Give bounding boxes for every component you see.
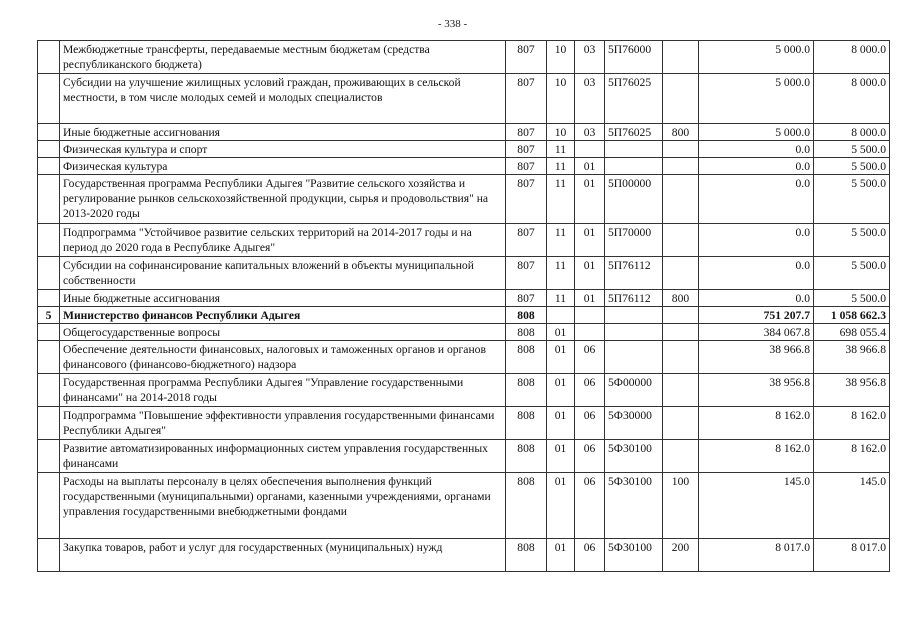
ministry-code: 808 bbox=[506, 341, 547, 374]
row-number bbox=[38, 257, 60, 290]
expense-type-code bbox=[663, 440, 699, 473]
subsection-code: 01 bbox=[575, 257, 605, 290]
item-name: Подпрограмма "Повышение эффективности управления государственными финансами Республики Адыгея" bbox=[60, 407, 506, 440]
expense-type-code: 100 bbox=[663, 473, 699, 539]
section-code: 11 bbox=[547, 224, 575, 257]
section-code: 10 bbox=[547, 41, 575, 74]
subsection-code: 06 bbox=[575, 341, 605, 374]
amount-year-2: 1 058 662.3 bbox=[814, 307, 890, 324]
subsection-code: 01 bbox=[575, 158, 605, 175]
section-code: 01 bbox=[547, 374, 575, 407]
item-name: Общегосударственные вопросы bbox=[60, 324, 506, 341]
row-number bbox=[38, 224, 60, 257]
row-number bbox=[38, 290, 60, 307]
row-number bbox=[38, 407, 60, 440]
subsection-code: 06 bbox=[575, 539, 605, 572]
expense-type-code: 800 bbox=[663, 290, 699, 307]
section-code: 01 bbox=[547, 473, 575, 539]
item-name: Расходы на выплаты персоналу в целях обеспечения выполнения функций государственными (муниципальными) органами, казенными учреждениями, органами управления государственными внебюджетными фондами bbox=[60, 473, 506, 539]
item-name: Иные бюджетные ассигнования bbox=[60, 124, 506, 141]
amount-year-2: 8 162.0 bbox=[814, 440, 890, 473]
amount-year-2: 8 000.0 bbox=[814, 41, 890, 74]
amount-year-2: 5 500.0 bbox=[814, 175, 890, 224]
subsection-code: 03 bbox=[575, 41, 605, 74]
amount-year-1: 5 000.0 bbox=[699, 41, 814, 74]
ministry-code: 808 bbox=[506, 374, 547, 407]
expense-type-code bbox=[663, 257, 699, 290]
section-code: 01 bbox=[547, 341, 575, 374]
target-article-code: 5Ф30100 bbox=[605, 473, 663, 539]
item-name: Развитие автоматизированных информационных систем управления государственных финансами bbox=[60, 440, 506, 473]
row-number bbox=[38, 124, 60, 141]
row-number bbox=[38, 141, 60, 158]
ministry-code: 808 bbox=[506, 473, 547, 539]
ministry-code: 808 bbox=[506, 324, 547, 341]
section-code: 11 bbox=[547, 158, 575, 175]
table-row bbox=[38, 341, 890, 374]
section-code: 01 bbox=[547, 440, 575, 473]
expense-type-code bbox=[663, 74, 699, 124]
amount-year-1: 145.0 bbox=[699, 473, 814, 539]
target-article-code: 5Ф30100 bbox=[605, 539, 663, 572]
row-number bbox=[38, 41, 60, 74]
section-code: 11 bbox=[547, 175, 575, 224]
table-row bbox=[38, 407, 890, 440]
row-number bbox=[38, 324, 60, 341]
row-number: 5 bbox=[38, 307, 60, 324]
table-row bbox=[38, 307, 890, 324]
table-row bbox=[38, 440, 890, 473]
subsection-code: 06 bbox=[575, 407, 605, 440]
section-code: 11 bbox=[547, 257, 575, 290]
expense-type-code bbox=[663, 307, 699, 324]
item-name: Субсидии на софинансирование капитальных вложений в объекты муниципальной собственности bbox=[60, 257, 506, 290]
expense-type-code: 800 bbox=[663, 124, 699, 141]
target-article-code bbox=[605, 324, 663, 341]
expense-type-code bbox=[663, 158, 699, 175]
ministry-code: 808 bbox=[506, 539, 547, 572]
item-name: Подпрограмма "Устойчивое развитие сельских территорий на 2014-2017 годы и на период до 2020 года в Республике Адыгея" bbox=[60, 224, 506, 257]
section-code: 11 bbox=[547, 290, 575, 307]
subsection-code bbox=[575, 324, 605, 341]
amount-year-1: 384 067.8 bbox=[699, 324, 814, 341]
expense-type-code: 200 bbox=[663, 539, 699, 572]
table-row bbox=[38, 224, 890, 257]
subsection-code: 06 bbox=[575, 473, 605, 539]
item-name: Министерство финансов Республики Адыгея bbox=[60, 307, 506, 324]
amount-year-1: 8 162.0 bbox=[699, 440, 814, 473]
table-row bbox=[38, 41, 890, 74]
row-number bbox=[38, 158, 60, 175]
target-article-code: 5П76025 bbox=[605, 124, 663, 141]
expense-type-code bbox=[663, 374, 699, 407]
amount-year-2: 38 956.8 bbox=[814, 374, 890, 407]
target-article-code bbox=[605, 341, 663, 374]
item-name: Государственная программа Республики Адыгея "Управление государственными финансами" на 2014-2018 годы bbox=[60, 374, 506, 407]
amount-year-1: 751 207.7 bbox=[699, 307, 814, 324]
table-row bbox=[38, 473, 890, 539]
table-row bbox=[38, 175, 890, 224]
amount-year-1: 8 017.0 bbox=[699, 539, 814, 572]
amount-year-2: 5 500.0 bbox=[814, 257, 890, 290]
amount-year-1: 38 966.8 bbox=[699, 341, 814, 374]
amount-year-2: 145.0 bbox=[814, 473, 890, 539]
target-article-code: 5П76112 bbox=[605, 290, 663, 307]
subsection-code bbox=[575, 307, 605, 324]
expense-type-code bbox=[663, 141, 699, 158]
table-row bbox=[38, 374, 890, 407]
item-name: Государственная программа Республики Адыгея "Развитие сельского хозяйства и регулирование рынков сельскохозяйственной продукции, сырья и продовольствия" на 2013-2020 годы bbox=[60, 175, 506, 224]
amount-year-2: 8 162.0 bbox=[814, 407, 890, 440]
amount-year-1: 5 000.0 bbox=[699, 124, 814, 141]
section-code: 10 bbox=[547, 124, 575, 141]
amount-year-1: 0.0 bbox=[699, 158, 814, 175]
ministry-code: 808 bbox=[506, 440, 547, 473]
target-article-code bbox=[605, 158, 663, 175]
expense-type-code bbox=[663, 175, 699, 224]
amount-year-1: 0.0 bbox=[699, 175, 814, 224]
section-code: 01 bbox=[547, 539, 575, 572]
amount-year-2: 698 055.4 bbox=[814, 324, 890, 341]
ministry-code: 807 bbox=[506, 257, 547, 290]
item-name: Межбюджетные трансферты, передаваемые местным бюджетам (средства республиканского бюджета) bbox=[60, 41, 506, 74]
expense-type-code bbox=[663, 324, 699, 341]
table-row bbox=[38, 324, 890, 341]
table-row bbox=[38, 290, 890, 307]
ministry-code: 807 bbox=[506, 74, 547, 124]
expense-type-code bbox=[663, 41, 699, 74]
ministry-code: 808 bbox=[506, 307, 547, 324]
amount-year-1: 0.0 bbox=[699, 257, 814, 290]
ministry-code: 807 bbox=[506, 224, 547, 257]
table-row bbox=[38, 74, 890, 124]
expense-type-code bbox=[663, 341, 699, 374]
ministry-code: 807 bbox=[506, 158, 547, 175]
amount-year-2: 5 500.0 bbox=[814, 224, 890, 257]
target-article-code: 5П76112 bbox=[605, 257, 663, 290]
table-row bbox=[38, 539, 890, 572]
expense-type-code bbox=[663, 224, 699, 257]
row-number bbox=[38, 374, 60, 407]
table-row bbox=[38, 141, 890, 158]
row-number bbox=[38, 473, 60, 539]
ministry-code: 807 bbox=[506, 124, 547, 141]
row-number bbox=[38, 539, 60, 572]
item-name: Обеспечение деятельности финансовых, налоговых и таможенных органов и органов финансового (финансово-бюджетного) надзора bbox=[60, 341, 506, 374]
row-number bbox=[38, 175, 60, 224]
table-row bbox=[38, 158, 890, 175]
amount-year-2: 38 966.8 bbox=[814, 341, 890, 374]
subsection-code: 03 bbox=[575, 74, 605, 124]
amount-year-2: 8 000.0 bbox=[814, 74, 890, 124]
subsection-code: 01 bbox=[575, 175, 605, 224]
budget-table bbox=[37, 40, 890, 572]
amount-year-1: 0.0 bbox=[699, 224, 814, 257]
amount-year-2: 5 500.0 bbox=[814, 141, 890, 158]
section-code: 11 bbox=[547, 141, 575, 158]
amount-year-1: 5 000.0 bbox=[699, 74, 814, 124]
amount-year-1: 0.0 bbox=[699, 141, 814, 158]
target-article-code: 5П76000 bbox=[605, 41, 663, 74]
page-number: - 338 - bbox=[437, 18, 468, 30]
amount-year-2: 8 017.0 bbox=[814, 539, 890, 572]
section-code: 01 bbox=[547, 324, 575, 341]
target-article-code: 5П70000 bbox=[605, 224, 663, 257]
amount-year-2: 5 500.0 bbox=[814, 290, 890, 307]
ministry-code: 807 bbox=[506, 175, 547, 224]
subsection-code: 06 bbox=[575, 374, 605, 407]
row-number bbox=[38, 440, 60, 473]
subsection-code: 01 bbox=[575, 290, 605, 307]
amount-year-1: 0.0 bbox=[699, 290, 814, 307]
target-article-code: 5Ф30000 bbox=[605, 407, 663, 440]
item-name: Иные бюджетные ассигнования bbox=[60, 290, 506, 307]
item-name: Физическая культура bbox=[60, 158, 506, 175]
row-number bbox=[38, 74, 60, 124]
subsection-code bbox=[575, 141, 605, 158]
ministry-code: 807 bbox=[506, 41, 547, 74]
item-name: Субсидии на улучшение жилищных условий граждан, проживающих в сельской местности, в том числе молодых семей и молодых специалистов bbox=[60, 74, 506, 124]
target-article-code: 5П00000 bbox=[605, 175, 663, 224]
amount-year-1: 38 956.8 bbox=[699, 374, 814, 407]
table-row bbox=[38, 124, 890, 141]
section-code bbox=[547, 307, 575, 324]
subsection-code: 06 bbox=[575, 440, 605, 473]
table-row bbox=[38, 257, 890, 290]
ministry-code: 808 bbox=[506, 407, 547, 440]
target-article-code bbox=[605, 141, 663, 158]
amount-year-1: 8 162.0 bbox=[699, 407, 814, 440]
target-article-code bbox=[605, 307, 663, 324]
amount-year-2: 8 000.0 bbox=[814, 124, 890, 141]
section-code: 01 bbox=[547, 407, 575, 440]
row-number bbox=[38, 341, 60, 374]
subsection-code: 03 bbox=[575, 124, 605, 141]
item-name: Физическая культура и спорт bbox=[60, 141, 506, 158]
ministry-code: 807 bbox=[506, 290, 547, 307]
ministry-code: 807 bbox=[506, 141, 547, 158]
amount-year-2: 5 500.0 bbox=[814, 158, 890, 175]
subsection-code: 01 bbox=[575, 224, 605, 257]
section-code: 10 bbox=[547, 74, 575, 124]
target-article-code: 5Ф00000 bbox=[605, 374, 663, 407]
expense-type-code bbox=[663, 407, 699, 440]
target-article-code: 5П76025 bbox=[605, 74, 663, 124]
target-article-code: 5Ф30100 bbox=[605, 440, 663, 473]
item-name: Закупка товаров, работ и услуг для государственных (муниципальных) нужд bbox=[60, 539, 506, 572]
